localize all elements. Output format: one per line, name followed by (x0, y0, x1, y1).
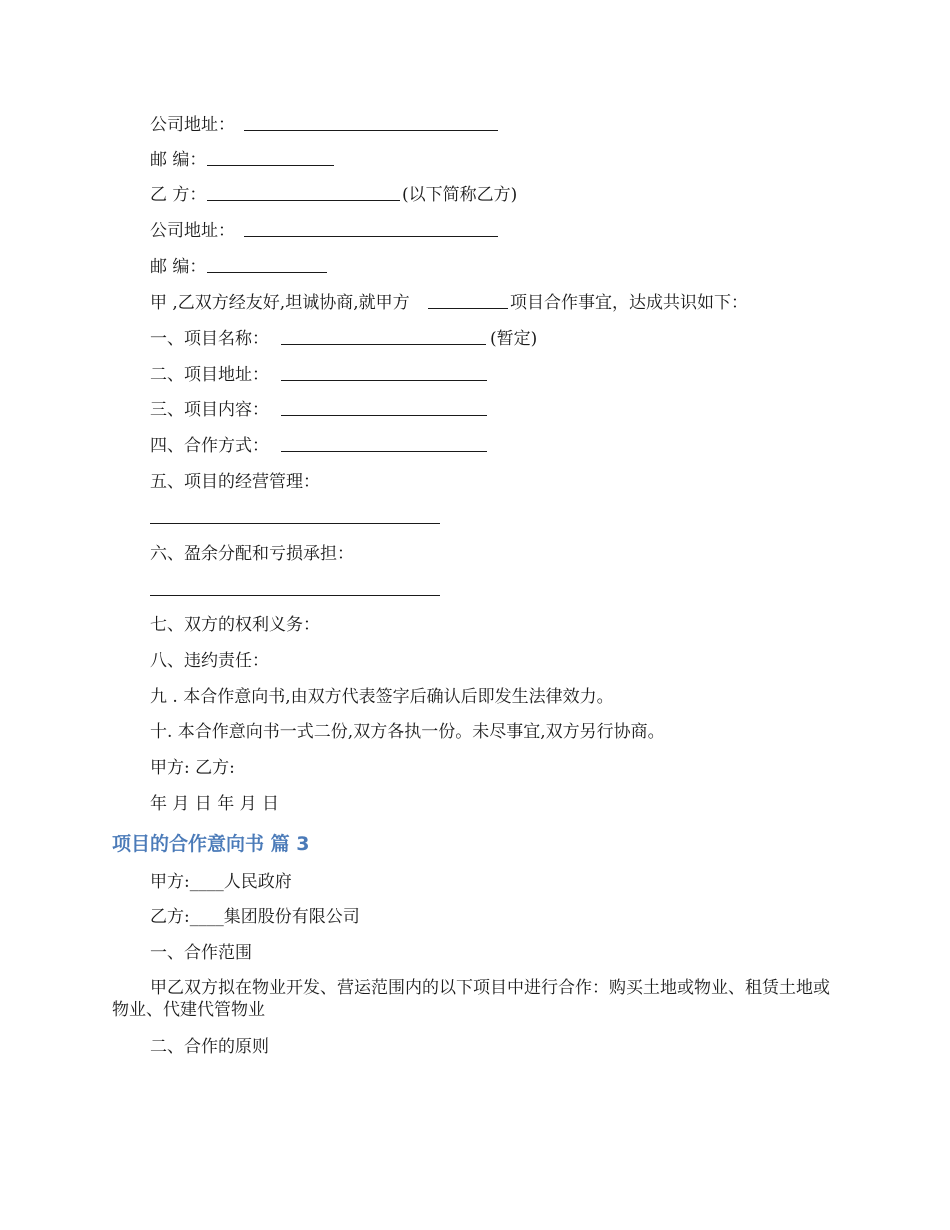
postcode-blank-1 (207, 165, 334, 166)
item10-text: 十. 本合作意向书一式二份,双方各执一份。未尽事宜,双方另行协商。 (150, 722, 665, 742)
party-b-blank (207, 200, 400, 201)
project-name-blank (428, 308, 508, 309)
item3-label: 三、项目内容： (150, 400, 269, 420)
item9-text: 九 . 本合作意向书,由双方代表签字后确认后即发生法律效力。 (150, 687, 614, 707)
item5-blank (150, 523, 440, 524)
item6-blank (150, 595, 440, 596)
item8-label: 八、违约责任： (150, 651, 269, 671)
date-line: 年 月 日 年 月 日 (150, 794, 280, 814)
item1-note: (暂定) (490, 329, 538, 349)
item2-label: 二、项目地址： (150, 365, 269, 385)
item5-label: 五、项目的经营管理： (150, 472, 320, 492)
company-address-blank-2 (244, 236, 498, 237)
item4-blank (281, 451, 487, 452)
item4-label: 四、合作方式： (150, 436, 269, 456)
postcode-label-1: 邮 编： (150, 150, 207, 170)
consensus-text-end: 项目合作事宜，达成共识如下： (510, 293, 748, 313)
item7-label: 七、双方的权利义务： (150, 615, 320, 635)
signature-line: 甲方: 乙方: (150, 758, 235, 778)
item1-label: 一、项目名称： (150, 329, 269, 349)
party-b-note: (以下简称乙方) (402, 185, 518, 205)
section3-party-a: 甲方:____人民政府 (150, 872, 292, 892)
company-address-blank-1 (244, 130, 498, 131)
section-heading: 项目的合作意向书 篇 3 (112, 833, 310, 855)
item6-label: 六、盈余分配和亏损承担： (150, 544, 354, 564)
item1-blank (281, 344, 486, 345)
company-address-label-1: 公司地址： (150, 115, 235, 135)
section3-principle-title: 二、合作的原则 (150, 1037, 269, 1057)
item2-blank (281, 380, 487, 381)
postcode-blank-2 (207, 272, 327, 273)
section3-party-b: 乙方:____集团股份有限公司 (150, 907, 360, 927)
consensus-text-start: 甲 ,乙双方经友好,坦诚协商,就甲方 (150, 293, 410, 313)
party-b-label: 乙 方： (150, 185, 207, 205)
section3-scope-text: 甲乙双方拟在物业开发、营运范围内的以下项目中进行合作：购买土地或物业、租赁土地或物业、代建代管物业 (112, 978, 830, 1020)
company-address-label-2: 公司地址： (150, 221, 235, 241)
postcode-label-2: 邮 编： (150, 257, 207, 277)
item3-blank (281, 415, 487, 416)
section3-scope-title: 一、合作范围 (150, 943, 252, 963)
